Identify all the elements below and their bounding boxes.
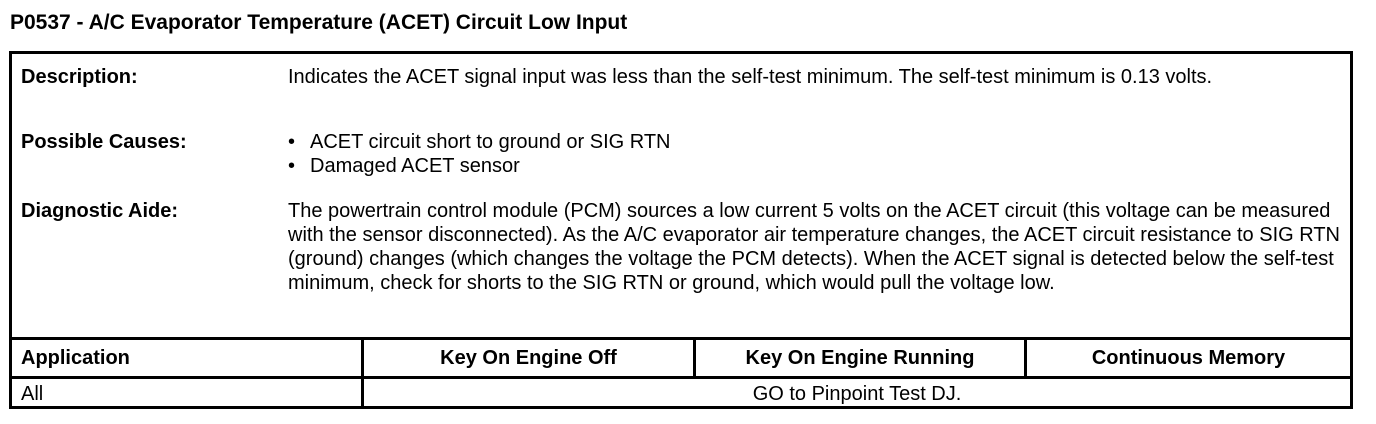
table-row-action: GO to Pinpoint Test DJ.: [752, 383, 962, 405]
description-text: Indicates the ACET signal input was less than the self-test minimum. The self-test minimum is 0.13 volts.: [288, 66, 1213, 88]
possible-causes-list: [288, 130, 1338, 178]
description-label: Description:: [21, 66, 138, 88]
header-key-on-engine-running: Key On Engine Running: [745, 347, 975, 369]
header-application: Application: [21, 347, 130, 369]
possible-causes-list-container: [288, 130, 1338, 178]
dtc-info-box: [9, 51, 1353, 409]
table-header-divider: [12, 376, 1350, 379]
possible-causes-label: Possible Causes:: [21, 131, 187, 153]
table-row-application: All: [21, 383, 44, 405]
diagnostic-aide-label: Diagnostic Aide:: [21, 200, 179, 222]
header-continuous-memory: Continuous Memory: [1091, 347, 1286, 369]
possible-cause-item: • Damaged ACET sensor: [288, 154, 1338, 178]
diagnostic-aide-text: The powertrain control module (PCM) sources a low current 5 volts on the ACET circuit (this voltage can be measured with the sensor disconnected). As the A/C evaporator air temperature changes, the ACET circuit resistance to SIG RTN (ground) changes (which changes the voltage the PCM detects). When the ACET signal is detected below the self-test minimum, check for shorts to the SIG RTN or ground, which would pull the voltage low.: [288, 200, 1340, 294]
possible-cause-item: • ACET circuit short to ground or SIG RTN: [288, 130, 1338, 154]
page-title: P0537 - A/C Evaporator Temperature (ACET) Circuit Low Input: [10, 11, 628, 34]
table-top-divider: [12, 337, 1350, 340]
header-key-on-engine-off: Key On Engine Off: [440, 347, 617, 369]
